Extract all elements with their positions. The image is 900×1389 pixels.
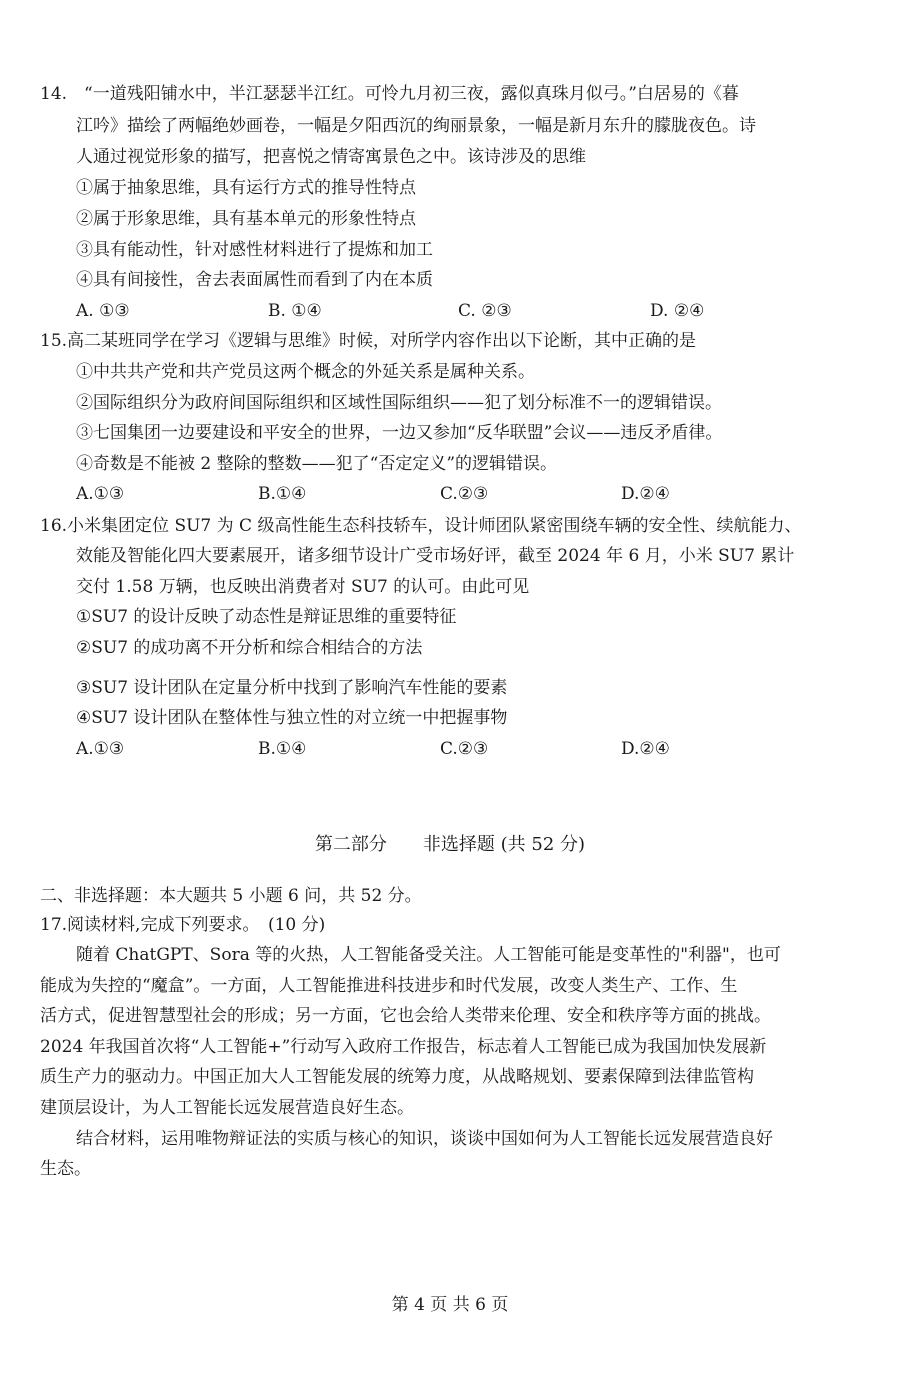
material-line-1: 随着 ChatGPT、Sora 等的火热，人工智能备受关注。人工智能可能是变革性的"利器"，也可: [76, 945, 781, 965]
page-footer: 第 4 页 共 6 页: [391, 1295, 509, 1315]
q15-option-d: D.②④: [621, 484, 670, 504]
material-line-3: 活方式，促进智慧型社会的形成；另一方面，它也会给人类带来伦理、安全和秩序等方面的挑战。: [40, 1006, 771, 1026]
q15-option-c: C.②③: [440, 484, 489, 504]
q16-item-3: ③SU7 设计团队在定量分析中找到了影响汽车性能的要素: [76, 678, 508, 698]
q14-item-2: ②属于形象思维，具有基本单元的形象性特点: [76, 209, 416, 229]
q14-item-4: ④具有间接性，舍去表面属性而看到了内在本质: [76, 270, 433, 290]
part-two-title: 第二部分 非选择题 (共 52 分): [314, 834, 586, 855]
q14-option-b: B. ①④: [268, 301, 322, 321]
q14-stem-line-3: 人通过视觉形象的描写，把喜悦之情寄寓景色之中。该诗涉及的思维: [76, 147, 586, 167]
q14-stem-line-1: 14. “一道残阳铺水中，半江瑟瑟半江红。可怜九月初三夜，露似真珠月似弓。”白居易的《暮: [40, 84, 739, 104]
q16-option-b: B.①④: [258, 739, 307, 759]
q16-option-a: A.①③: [76, 739, 125, 759]
q15-option-a: A.①③: [76, 484, 125, 504]
q17-heading: 17.阅读材料,完成下列要求。 (10 分): [40, 915, 326, 935]
q15-stem-line-1: 15.高二某班同学在学习《逻辑与思维》时候，对所学内容作出以下论断，其中正确的是: [40, 331, 697, 351]
q16-stem-line-1: 16.小米集团定位 SU7 为 C 级高性能生态科技轿车，设计师团队紧密围绕车辆的安全性、续航能力、: [40, 516, 802, 536]
q14-option-d: D. ②④: [650, 301, 705, 321]
q14-option-c: C. ②③: [458, 301, 512, 321]
q15-item-4: ④奇数是不能被 2 整除的整数——犯了“否定定义”的逻辑错误。: [76, 454, 558, 474]
q16-item-2: ②SU7 的成功离不开分析和综合相结合的方法: [76, 638, 423, 658]
material-line-5: 质生产力的驱动力。中国正加大人工智能发展的统筹力度，从战略规划、要素保障到法律监管构: [40, 1067, 754, 1087]
q16-stem-line-3: 交付 1.58 万辆，也反映出消费者对 SU7 的认可。由此可见: [76, 577, 530, 597]
q17-question-line-1: 结合材料，运用唯物辩证法的实质与核心的知识，谈谈中国如何为人工智能长远发展营造良好: [76, 1129, 773, 1149]
q16-option-c: C.②③: [440, 739, 489, 759]
q15-item-1: ①中共共产党和共产党员这两个概念的外延关系是属种关系。: [76, 362, 535, 382]
q17-question-line-2: 生态。: [40, 1159, 91, 1179]
q16-item-1: ①SU7 的设计反映了动态性是辩证思维的重要特征: [76, 607, 457, 627]
q14-stem-line-2: 江吟》描绘了两幅绝妙画卷，一幅是夕阳西沉的绚丽景象，一幅是新月东升的朦胧夜色。诗: [76, 116, 756, 136]
material-line-4: 2024 年我国首次将“人工智能+”行动写入政府工作报告，标志着人工智能已成为我国加快发展新: [40, 1037, 767, 1057]
q14-item-3: ③具有能动性，针对感性材料进行了提炼和加工: [76, 240, 433, 260]
q16-option-d: D.②④: [621, 739, 670, 759]
q14-item-1: ①属于抽象思维，具有运行方式的推导性特点: [76, 178, 416, 198]
section-intro: 二、非选择题：本大题共 5 小题 6 问，共 52 分。: [40, 886, 422, 906]
q15-item-3: ③七国集团一边要建设和平安全的世界，一边又参加“反华联盟”会议——违反矛盾律。: [76, 423, 723, 443]
q15-option-b: B.①④: [258, 484, 307, 504]
q15-item-2: ②国际组织分为政府间国际组织和区域性国际组织——犯了划分标准不一的逻辑错误。: [76, 393, 722, 413]
q16-stem-line-2: 效能及智能化四大要素展开，诸多细节设计广受市场好评，截至 2024 年 6 月，小米 SU7 累计: [76, 546, 795, 566]
q14-option-a: A. ①③: [76, 301, 130, 321]
material-line-2: 能成为失控的“魔盒”。一方面，人工智能推进科技进步和时代发展，改变人类生产、工作、生: [40, 976, 738, 996]
q16-item-4: ④SU7 设计团队在整体性与独立性的对立统一中把握事物: [76, 708, 508, 728]
material-line-6: 建顶层设计，为人工智能长远发展营造良好生态。: [40, 1098, 414, 1118]
